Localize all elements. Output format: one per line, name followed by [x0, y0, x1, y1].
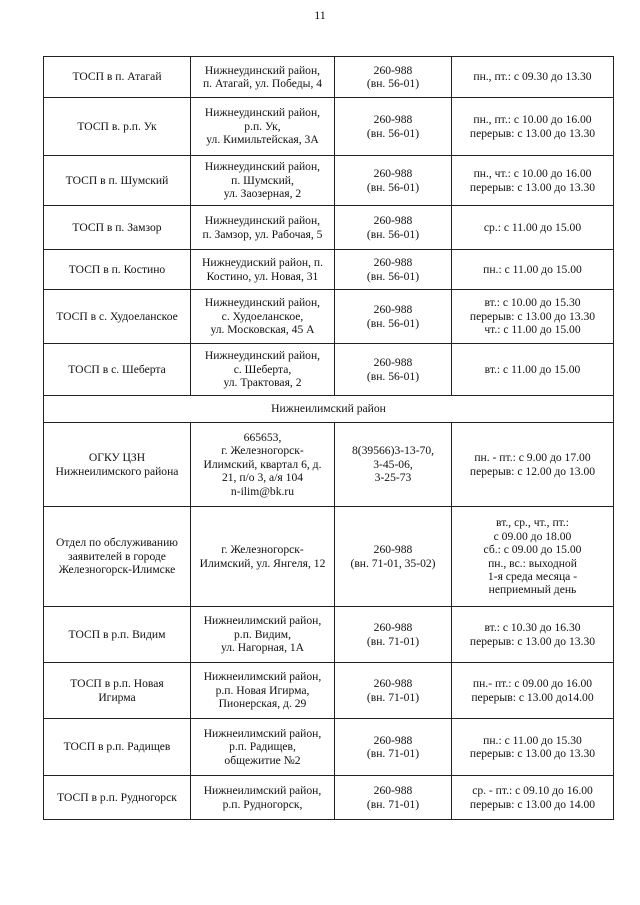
office-hours: вт.: с 11.00 до 15.00	[452, 344, 614, 396]
table-row	[44, 607, 614, 663]
office-hours: ср. - пт.: с 09.10 до 16.00 перерыв: с 13.00 до 14.00	[452, 776, 614, 820]
office-phone: 260-988 (вн. 71-01)	[335, 719, 452, 776]
office-name: ТОСП в п. Атагай	[44, 57, 191, 98]
office-phone: 260-988 (вн. 56-01)	[335, 156, 452, 206]
office-phone: 260-988 (вн. 56-01)	[335, 290, 452, 344]
office-address: Нижнеилимский район, р.п. Новая Игирма, Пионерская, д. 29	[191, 663, 335, 719]
office-hours: пн.: с 11.00 до 15.00	[452, 250, 614, 290]
table-row	[44, 776, 614, 820]
office-name: ТОСП в р.п. Новая Игирма	[44, 663, 191, 719]
office-hours: пн., пт.: с 09.30 до 13.30	[452, 57, 614, 98]
office-name: ТОСП в р.п. Видим	[44, 607, 191, 663]
office-hours: пн.: с 11.00 до 15.30 перерыв: с 13.00 до 13.30	[452, 719, 614, 776]
region-header-row	[44, 396, 614, 423]
office-hours: ср.: с 11.00 до 15.00	[452, 206, 614, 250]
region-header: Нижнеилимский район	[44, 396, 614, 423]
table-row	[44, 206, 614, 250]
office-name: ТОСП в п. Костино	[44, 250, 191, 290]
office-address: Нижнеудинский район, п. Замзор, ул. Рабочая, 5	[191, 206, 335, 250]
office-hours: вт., ср., чт., пт.: с 09.00 до 18.00 сб.: с 09.00 до 15.00 пн., вс.: выходной 1-я среда месяца - неприемный день	[452, 507, 614, 607]
table-row	[44, 663, 614, 719]
office-name: ТОСП в р.п. Радищев	[44, 719, 191, 776]
office-address: Нижнеудинский район, с. Шеберта, ул. Трактовая, 2	[191, 344, 335, 396]
office-address: Нижнеилимский район, р.п. Радищев, общежитие №2	[191, 719, 335, 776]
office-name: Отдел по обслуживанию заявителей в городе Железногорск-Илимске	[44, 507, 191, 607]
office-address: Нижнеудинский район, п. Атагай, ул. Победы, 4	[191, 57, 335, 98]
table-row	[44, 290, 614, 344]
office-address: Нижнеилимский район, р.п. Видим, ул. Нагорная, 1А	[191, 607, 335, 663]
offices-table	[43, 56, 614, 820]
table-row	[44, 98, 614, 156]
office-address: Нижнеилимский район, р.п. Рудногорск,	[191, 776, 335, 820]
office-phone: 260-988 (вн. 71-01, 35-02)	[335, 507, 452, 607]
office-phone: 260-988 (вн. 56-01)	[335, 57, 452, 98]
table-row	[44, 156, 614, 206]
office-name: ТОСП в р.п. Рудногорск	[44, 776, 191, 820]
office-phone: 260-988 (вн. 56-01)	[335, 344, 452, 396]
office-phone: 260-988 (вн. 56-01)	[335, 250, 452, 290]
office-phone: 260-988 (вн. 71-01)	[335, 663, 452, 719]
table-row	[44, 507, 614, 607]
office-name: ТОСП в с. Шеберта	[44, 344, 191, 396]
office-address: Нижнеудинский район, с. Худоеланское, ул. Московская, 45 А	[191, 290, 335, 344]
office-address: Нижнеудинский район, п. Шумский, ул. Заозерная, 2	[191, 156, 335, 206]
table-row	[44, 57, 614, 98]
office-address: 665653, г. Железногорск- Илимский, квартал 6, д. 21, п/о 3, а/я 104 n-ilim@bk.ru	[191, 423, 335, 507]
table-row	[44, 719, 614, 776]
office-address: Нижнеудиский район, п. Костино, ул. Новая, 31	[191, 250, 335, 290]
office-hours: пн.- пт.: с 09.00 до 16.00 перерыв: с 13.00 до14.00	[452, 663, 614, 719]
office-hours: пн., чт.: с 10.00 до 16.00 перерыв: с 13.00 до 13.30	[452, 156, 614, 206]
office-phone: 260-988 (вн. 56-01)	[335, 206, 452, 250]
office-name: ТОСП в с. Худоеланское	[44, 290, 191, 344]
office-name: ТОСП в. р.п. Ук	[44, 98, 191, 156]
table-row	[44, 344, 614, 396]
office-name: ОГКУ ЦЗН Нижнеилимского района	[44, 423, 191, 507]
table-row	[44, 250, 614, 290]
page-number: 11	[314, 8, 326, 22]
office-hours: вт.: с 10.30 до 16.30 перерыв: с 13.00 до 13.30	[452, 607, 614, 663]
office-phone: 260-988 (вн. 71-01)	[335, 607, 452, 663]
office-phone: 8(39566)3-13-70, 3-45-06, 3-25-73	[335, 423, 452, 507]
office-phone: 260-988 (вн. 56-01)	[335, 98, 452, 156]
office-hours: пн., пт.: с 10.00 до 16.00 перерыв: с 13.00 до 13.30	[452, 98, 614, 156]
office-address: г. Железногорск- Илимский, ул. Янгеля, 12	[191, 507, 335, 607]
office-name: ТОСП в п. Замзор	[44, 206, 191, 250]
office-name: ТОСП в п. Шумский	[44, 156, 191, 206]
office-hours: пн. - пт.: с 9.00 до 17.00 перерыв: с 12.00 до 13.00	[452, 423, 614, 507]
table-row	[44, 423, 614, 507]
office-phone: 260-988 (вн. 71-01)	[335, 776, 452, 820]
office-hours: вт.: с 10.00 до 15.30 перерыв: с 13.00 до 13.30 чт.: с 11.00 до 15.00	[452, 290, 614, 344]
office-address: Нижнеудинский район, р.п. Ук, ул. Кимильтейская, 3А	[191, 98, 335, 156]
